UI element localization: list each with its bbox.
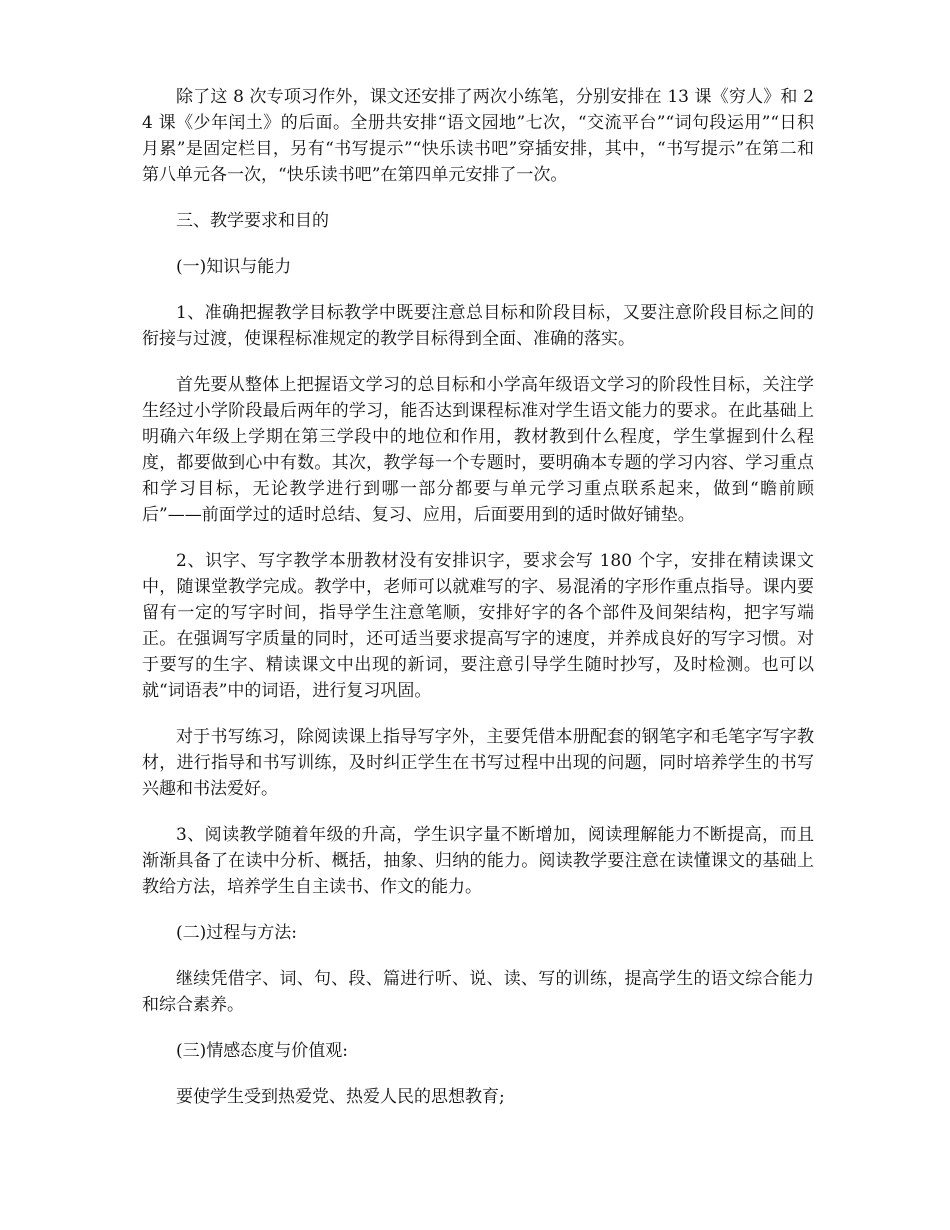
document-body <box>142 84 814 1130</box>
subheading-emotion-values: (三)情感态度与价值观: <box>176 1041 348 1061</box>
paragraph-literacy-writing: 2、识字、写字教学本册教材没有安排识字，要求会写 180 个字，安排在精读课文中，随课堂教学完成。教学中，老师可以就难写的字、易混淆的字形作重点指导。课内要留有一定的写字时间，指导学生注意笔顺，安排好字的各个部件及间架结构，把字写端正。在强调写字质量的同时，还可适当要求提高写字的速度，并养成良好的写字习惯。对于要写的生字、精读课文中出现的新词，要注意引导学生随时抄写，及时检测。也可以就“词语表”中的词语，进行复习巩固。 <box>142 551 814 701</box>
paragraph-emotion-values: 要使学生受到热爱党、热爱人民的思想教育; <box>176 1087 505 1107</box>
paragraph-overall-goals: 首先要从整体上把握语文学习的总目标和小学高年级语文学习的阶段性目标，关注学生经过小学阶段最后两年的学习，能否达到课程标准对学生语文能力的要求。在此基础上明确六年级上学期在第三学段中的地位和作用，教材教到什么程度，学生掌握到什么程度，都要做到心中有数。其次，教学每一个专题时，要明确本专题的学习内容、学习重点和学习目标，无论教学进行到哪一部分都要与单元学习重点联系起来，做到“瞻前顾后”——前面学过的适时总结、复习、应用，后面要用到的适时做好铺垫。 <box>142 375 814 525</box>
section-heading-teaching-goals: 三、教学要求和目的 <box>176 211 329 231</box>
paragraph-practice-writing: 除了这 8 次专项习作外，课文还安排了两次小练笔，分别安排在 13 课《穷人》和 24 课《少年闰土》的后面。全册共安排“语文园地”七次，“交流平台”“词句段运用”“日积月累”是固定栏目，另有“书写提示”“快乐读书吧”穿插安排，其中，“书写提示”在第二和第八单元各一次，“快乐读书吧”在第四单元安排了一次。 <box>142 87 814 185</box>
paragraph-teaching-objectives: 1、准确把握教学目标教学中既要注意总目标和阶段目标，又要注意阶段目标之间的衔接与过渡，使课程标准规定的教学目标得到全面、准确的落实。 <box>142 303 814 349</box>
paragraph-process-method: 继续凭借字、词、句、段、篇进行听、说、读、写的训练，提高学生的语文综合能力和综合素养。 <box>142 969 814 1015</box>
subheading-process-method: (二)过程与方法: <box>176 923 297 943</box>
subheading-knowledge-ability: (一)知识与能力 <box>176 257 292 277</box>
paragraph-reading-teaching: 3、阅读教学随着年级的升高，学生识字量不断增加，阅读理解能力不断提高，而且渐渐具备了在读中分析、概括，抽象、归纳的能力。阅读教学要注意在读懂课文的基础上教给方法，培养学生自主读书、作文的能力。 <box>142 825 814 897</box>
paragraph-handwriting-practice: 对于书写练习，除阅读课上指导写字外，主要凭借本册配套的钢笔字和毛笔字写字教材，进行指导和书写训练，及时纠正学生在书写过程中出现的问题，同时培养学生的书写兴趣和书法爱好。 <box>142 727 814 799</box>
